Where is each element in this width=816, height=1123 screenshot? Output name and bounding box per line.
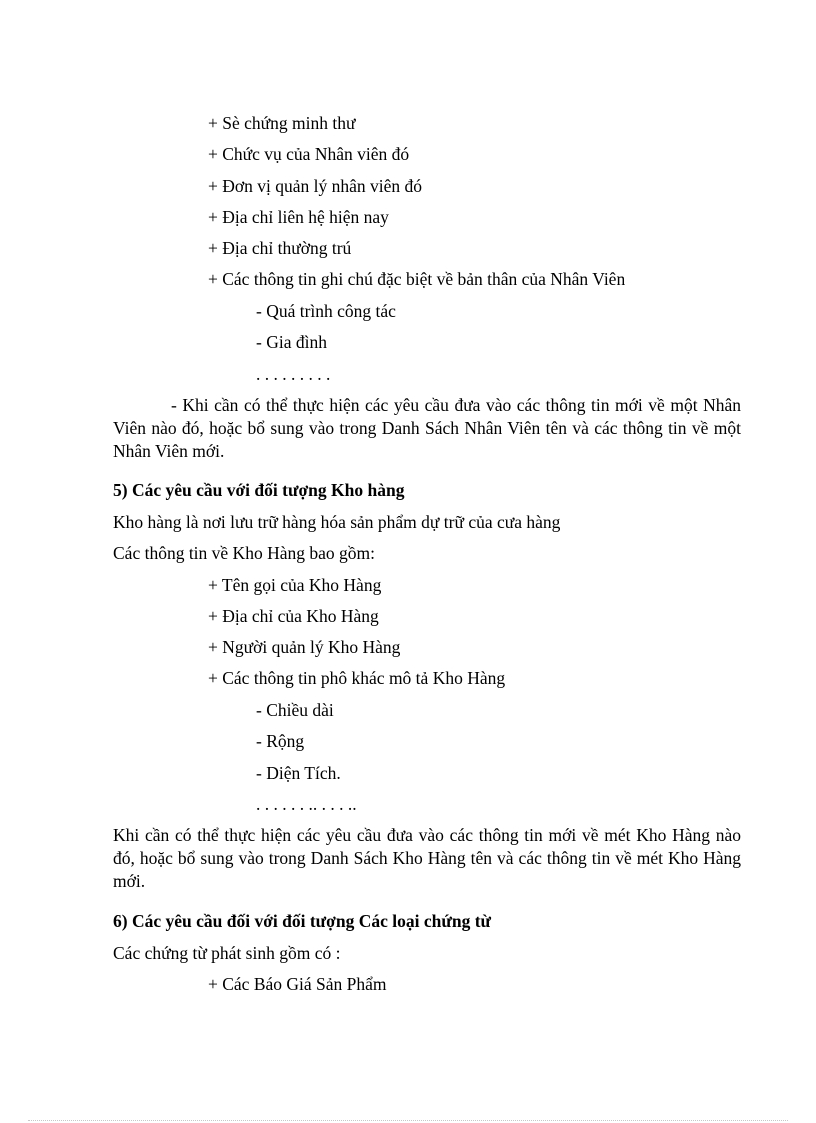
sub-list-item: - Gia đình — [256, 332, 327, 352]
list-item: + Địa chỉ của Kho Hàng — [208, 606, 379, 626]
ellipsis: . . . . . . .. . . . .. — [256, 794, 357, 814]
list-item: + Đơn vị quản lý nhân viên đó — [208, 176, 423, 196]
sub-list-item: - Chiều dài — [256, 700, 334, 720]
paragraph: - Khi cần có thể thực hiện các yêu cầu đưa vào các thông tin mới về một Nhân Viên nào đó, hoặc bổ sung vào trong Danh Sách Nhân Viên tên và các thông tin về một Nhân Viên mới. — [113, 395, 741, 461]
section-heading: 5) Các yêu cầu với đối tượng Kho hàng — [113, 480, 405, 500]
sub-list-item: - Quá trình công tác — [256, 301, 396, 321]
paragraph: Các chứng từ phát sinh gồm có : — [113, 943, 341, 963]
list-item: + Địa chỉ thường trú — [208, 238, 352, 258]
paragraph: Các thông tin về Kho Hàng bao gồm: — [113, 543, 375, 563]
paragraph: Khi cần có thể thực hiện các yêu cầu đưa vào các thông tin mới về mét Kho Hàng nào đó, hoặc bổ sung vào trong Danh Sách Kho Hàng tên và các thông tin về mét Kho Hàng mới. — [113, 825, 741, 891]
list-item: + Chức vụ của Nhân viên đó — [208, 144, 410, 164]
list-item: + Người quản lý Kho Hàng — [208, 637, 401, 657]
paragraph: Kho hàng là nơi lưu trữ hàng hóa sản phẩm dự trữ của cưa hàng — [113, 512, 561, 532]
list-item: + Sè chứng minh thư — [208, 113, 356, 133]
sub-list-item: - Rộng — [256, 731, 305, 751]
ellipsis: . . . . . . . . . — [256, 364, 331, 384]
list-item: + Các thông tin phô khác mô tả Kho Hàng — [208, 668, 506, 688]
list-item: + Các thông tin ghi chú đặc biệt về bản thân của Nhân Viên — [208, 269, 626, 289]
sub-list-item: - Diện Tích. — [256, 763, 341, 783]
footer-divider — [28, 1120, 788, 1121]
list-item: + Các Báo Giá Sản Phẩm — [208, 974, 387, 994]
list-item: + Địa chỉ liên hệ hiện nay — [208, 207, 389, 227]
list-item: + Tên gọi của Kho Hàng — [208, 575, 382, 595]
section-heading: 6) Các yêu cầu đối với đối tượng Các loại chứng từ — [113, 911, 492, 931]
